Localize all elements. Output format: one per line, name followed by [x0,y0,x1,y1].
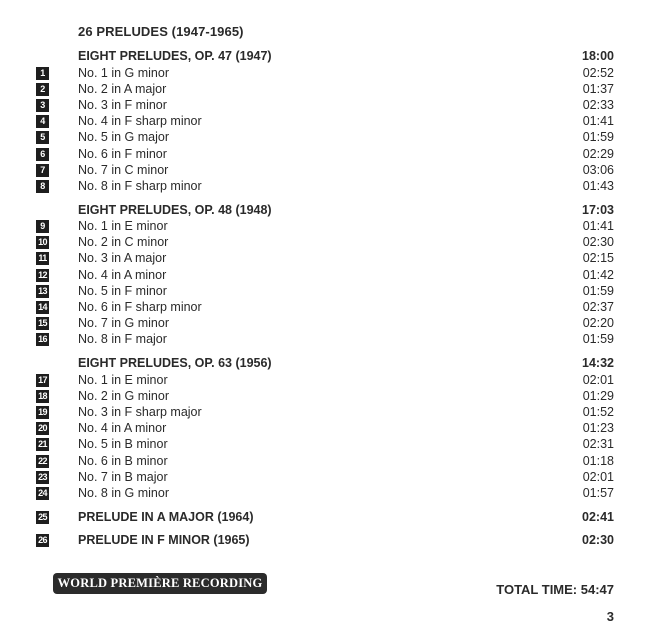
track-title: No. 3 in F sharp major [78,405,202,419]
track-title: No. 1 in E minor [78,219,168,233]
track-number-badge: 9 [36,220,49,233]
track-duration: 02:31 [582,437,614,451]
track-title: No. 7 in G minor [78,316,170,330]
track-number-badge: 4 [36,115,49,128]
track-duration: 02:37 [582,300,614,314]
track-duration: 01:41 [582,114,614,128]
track-row [0,486,650,502]
total-time: TOTAL TIME: 54:47 [496,582,614,597]
track-duration: 02:29 [582,147,614,161]
track-row [0,284,650,300]
track-number-badge: 2 [36,83,49,96]
track-row [0,437,650,453]
track-duration: 02:30 [582,235,614,249]
track-duration: 01:37 [582,82,614,96]
track-number-badge: 21 [36,438,49,451]
track-row [0,316,650,332]
track-row [0,114,650,130]
track-number-badge: 23 [36,471,49,484]
track-row [0,147,650,163]
track-number-badge: 16 [36,333,49,346]
track-number-badge: 14 [36,301,49,314]
track-row [0,98,650,114]
track-row [0,219,650,235]
track-row [0,179,650,195]
track-title: No. 6 in F minor [78,147,167,161]
track-row [0,373,650,389]
track-title: PRELUDE IN A MAJOR (1964) [78,510,254,524]
track-row [0,235,650,251]
track-title: No. 2 in A major [78,82,167,96]
track-title: No. 1 in G minor [78,66,170,80]
track-duration: 02:20 [582,316,614,330]
track-title: No. 8 in F major [78,332,167,346]
track-row [0,66,650,82]
track-duration: 01:23 [582,421,614,435]
track-title: No. 4 in A minor [78,268,167,282]
track-title: No. 8 in F sharp minor [78,179,202,193]
track-number-badge: 20 [36,422,49,435]
set-total-op47: 18:00 [582,49,614,63]
track-duration: 02:52 [582,66,614,80]
track-row [0,300,650,316]
track-duration: 01:59 [582,284,614,298]
track-title: No. 3 in A major [78,251,167,265]
track-duration: 02:33 [582,98,614,112]
world-premiere-badge: WORLD PREMIÈRE RECORDING [53,573,267,594]
track-duration: 02:30 [582,533,614,547]
track-number-badge: 6 [36,148,49,161]
track-row [0,251,650,267]
track-number-badge: 12 [36,269,49,282]
track-duration: 01:59 [582,332,614,346]
track-row [0,389,650,405]
track-title: No. 2 in C minor [78,235,169,249]
set-total-op63: 14:32 [582,356,614,370]
page-number: 3 [606,609,614,624]
set-title-op63: EIGHT PRELUDES, OP. 63 (1956) [78,356,272,370]
track-title: No. 6 in F sharp minor [78,300,202,314]
track-row [0,332,650,348]
track-duration: 03:06 [582,163,614,177]
track-number-badge: 22 [36,455,49,468]
track-title: No. 5 in B minor [78,437,168,451]
track-row [0,268,650,284]
track-duration: 02:15 [582,251,614,265]
track-title: No. 7 in C minor [78,163,169,177]
track-duration: 02:01 [582,373,614,387]
track-title: No. 2 in G minor [78,389,170,403]
track-duration: 02:01 [582,470,614,484]
track-number-badge: 8 [36,180,49,193]
track-number-badge: 1 [36,67,49,80]
track-row [0,470,650,486]
track-title: No. 5 in G major [78,130,170,144]
track-row [0,163,650,179]
track-number-badge: 25 [36,511,49,524]
track-number-badge: 15 [36,317,49,330]
track-row [0,405,650,421]
set-title-op48: EIGHT PRELUDES, OP. 48 (1948) [78,203,272,217]
track-number-badge: 10 [36,236,49,249]
track-duration: 01:18 [582,454,614,468]
track-row [0,130,650,146]
track-number-badge: 3 [36,99,49,112]
track-row [0,421,650,437]
track-number-badge: 7 [36,164,49,177]
track-duration: 02:41 [582,510,614,524]
track-title: No. 6 in B minor [78,454,168,468]
track-row-single [0,533,650,549]
track-row [0,82,650,98]
track-number-badge: 26 [36,534,49,547]
track-number-badge: 5 [36,131,49,144]
page-title: 26 PRELUDES (1947-1965) [78,24,244,39]
track-row [0,454,650,470]
track-number-badge: 24 [36,487,49,500]
track-duration: 01:42 [582,268,614,282]
set-total-op48: 17:03 [582,203,614,217]
track-duration: 01:43 [582,179,614,193]
set-title-op47: EIGHT PRELUDES, OP. 47 (1947) [78,49,272,63]
track-title: No. 1 in E minor [78,373,168,387]
track-duration: 01:52 [582,405,614,419]
track-duration: 01:59 [582,130,614,144]
track-title: PRELUDE IN F MINOR (1965) [78,533,250,547]
track-title: No. 7 in B major [78,470,168,484]
track-number-badge: 13 [36,285,49,298]
track-title: No. 4 in F sharp minor [78,114,202,128]
track-title: No. 5 in F minor [78,284,167,298]
track-duration: 01:41 [582,219,614,233]
track-duration: 01:57 [582,486,614,500]
track-title: No. 3 in F minor [78,98,167,112]
track-title: No. 8 in G minor [78,486,170,500]
track-row-single [0,510,650,526]
track-duration: 01:29 [582,389,614,403]
track-number-badge: 11 [36,252,49,265]
track-number-badge: 19 [36,406,49,419]
track-number-badge: 18 [36,390,49,403]
track-title: No. 4 in A minor [78,421,167,435]
track-number-badge: 17 [36,374,49,387]
